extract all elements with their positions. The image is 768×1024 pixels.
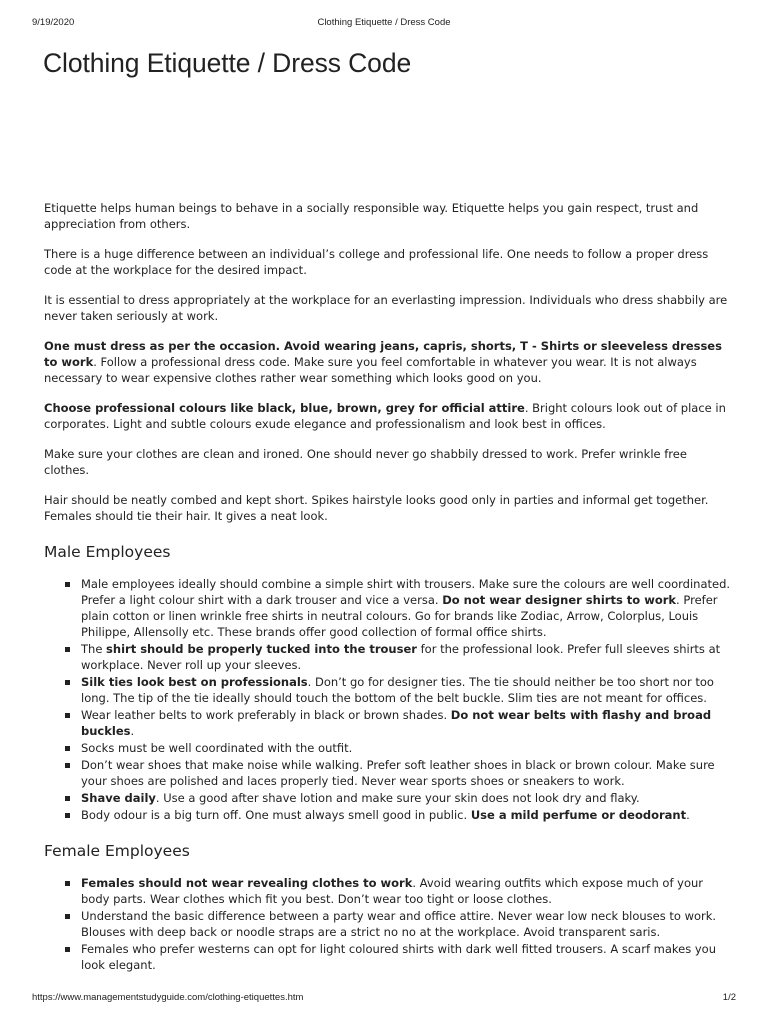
print-date: 9/19/2020 [32, 17, 75, 28]
female-employees-heading: Female Employees [44, 842, 190, 860]
list-item: Silk ties look best on professionals. Don’t go for designer ties. The tie should neither be too short nor too long. The tip of the tie ideally should touch the bottom of the belt buckle. Slim ties are not meant for offices. [44, 674, 734, 706]
list-item: Wear leather belts to work preferably in black or brown shades. Do not wear belts with flashy and broad buckles. [44, 707, 734, 739]
male-employees-heading: Male Employees [44, 543, 171, 561]
list-item: Body odour is a big turn off. One must always smell good in public. Use a mild perfume or deodorant. [44, 807, 734, 823]
female-employees-list [44, 875, 734, 973]
list-item: Male employees ideally should combine a simple shirt with trousers. Make sure the colours are well coordinated. Prefer a light colour shirt with a dark trouser and vice a versa. Do not wear designer shirts to work. Prefer plain cotton or linen wrinkle free shirts in neutral colours. Go for brands like Zodiac, Arrow, Colorplus, Louis Philippe, Allensolly etc. These brands offer good collection of formal office shirts. [44, 576, 734, 640]
list-item: Shave daily. Use a good after shave lotion and make sure your skin does not look dry and flaky. [44, 790, 734, 806]
page-title: Clothing Etiquette / Dress Code [43, 48, 412, 78]
list-item: Understand the basic difference between a party wear and office attire. Never wear low neck blouses to work. Blouses with deep back or noodle straps are a strict no no at the workplace. Avoid transparent saris. [44, 908, 734, 940]
list-item: Socks must be well coordinated with the outfit. [44, 740, 734, 756]
intro-paragraph: One must dress as per the occasion. Avoid wearing jeans, capris, shorts, T - Shirts or sleeveless dresses to work. Follow a professional dress code. Make sure you feel comfortable in whatever you wear. It is not always necessary to wear expensive clothes rather wear something which looks good on you. [44, 339, 722, 385]
page-number: 1/2 [722, 992, 736, 1003]
print-title: Clothing Etiquette / Dress Code [317, 17, 451, 28]
intro-paragraph: Hair should be neatly combed and kept short. Spikes hairstyle looks good only in parties and informal get together. Females should tie their hair. It gives a neat look. [44, 493, 709, 523]
list-item: The shirt should be properly tucked into the trouser for the professional look. Prefer full sleeves shirts at workplace. Never roll up your sleeves. [44, 641, 734, 673]
list-item: Females should not wear revealing clothes to work. Avoid wearing outfits which expose much of your body parts. Wear clothes which fit you best. Don’t wear too tight or loose clothes. [44, 875, 734, 907]
intro-paragraph: Choose professional colours like black, blue, brown, grey for official attire. Bright colours look out of place in corporates. Light and subtle colours exude elegance and professionalism and look best in offices. [44, 401, 726, 431]
print-footer [32, 992, 736, 1006]
article-body [44, 200, 734, 987]
intro-paragraph: Make sure your clothes are clean and ironed. One should never go shabbily dressed to work. Prefer wrinkle free clothes. [44, 447, 687, 477]
intro-paragraph: Etiquette helps human beings to behave in a socially responsible way. Etiquette helps you gain respect, trust and appreciation from others. [44, 201, 699, 231]
intro-paragraph: It is essential to dress appropriately at the workplace for an everlasting impression. Individuals who dress shabbily are never taken seriously at work. [44, 293, 728, 323]
list-item: Don’t wear shoes that make noise while walking. Prefer soft leather shoes in black or brown colour. Make sure your shoes are polished and laces properly tied. Never wear sports shoes or sneakers to work. [44, 757, 734, 789]
list-item: Females who prefer westerns can opt for light coloured shirts with dark well fitted trousers. A scarf makes you look elegant. [44, 941, 734, 973]
male-employees-list [44, 576, 734, 823]
print-url: https://www.managementstudyguide.com/clothing-etiquettes.htm [32, 992, 304, 1003]
print-header [32, 17, 736, 31]
intro-paragraph: There is a huge difference between an individual’s college and professional life. One needs to follow a proper dress code at the workplace for the desired impact. [44, 247, 709, 277]
